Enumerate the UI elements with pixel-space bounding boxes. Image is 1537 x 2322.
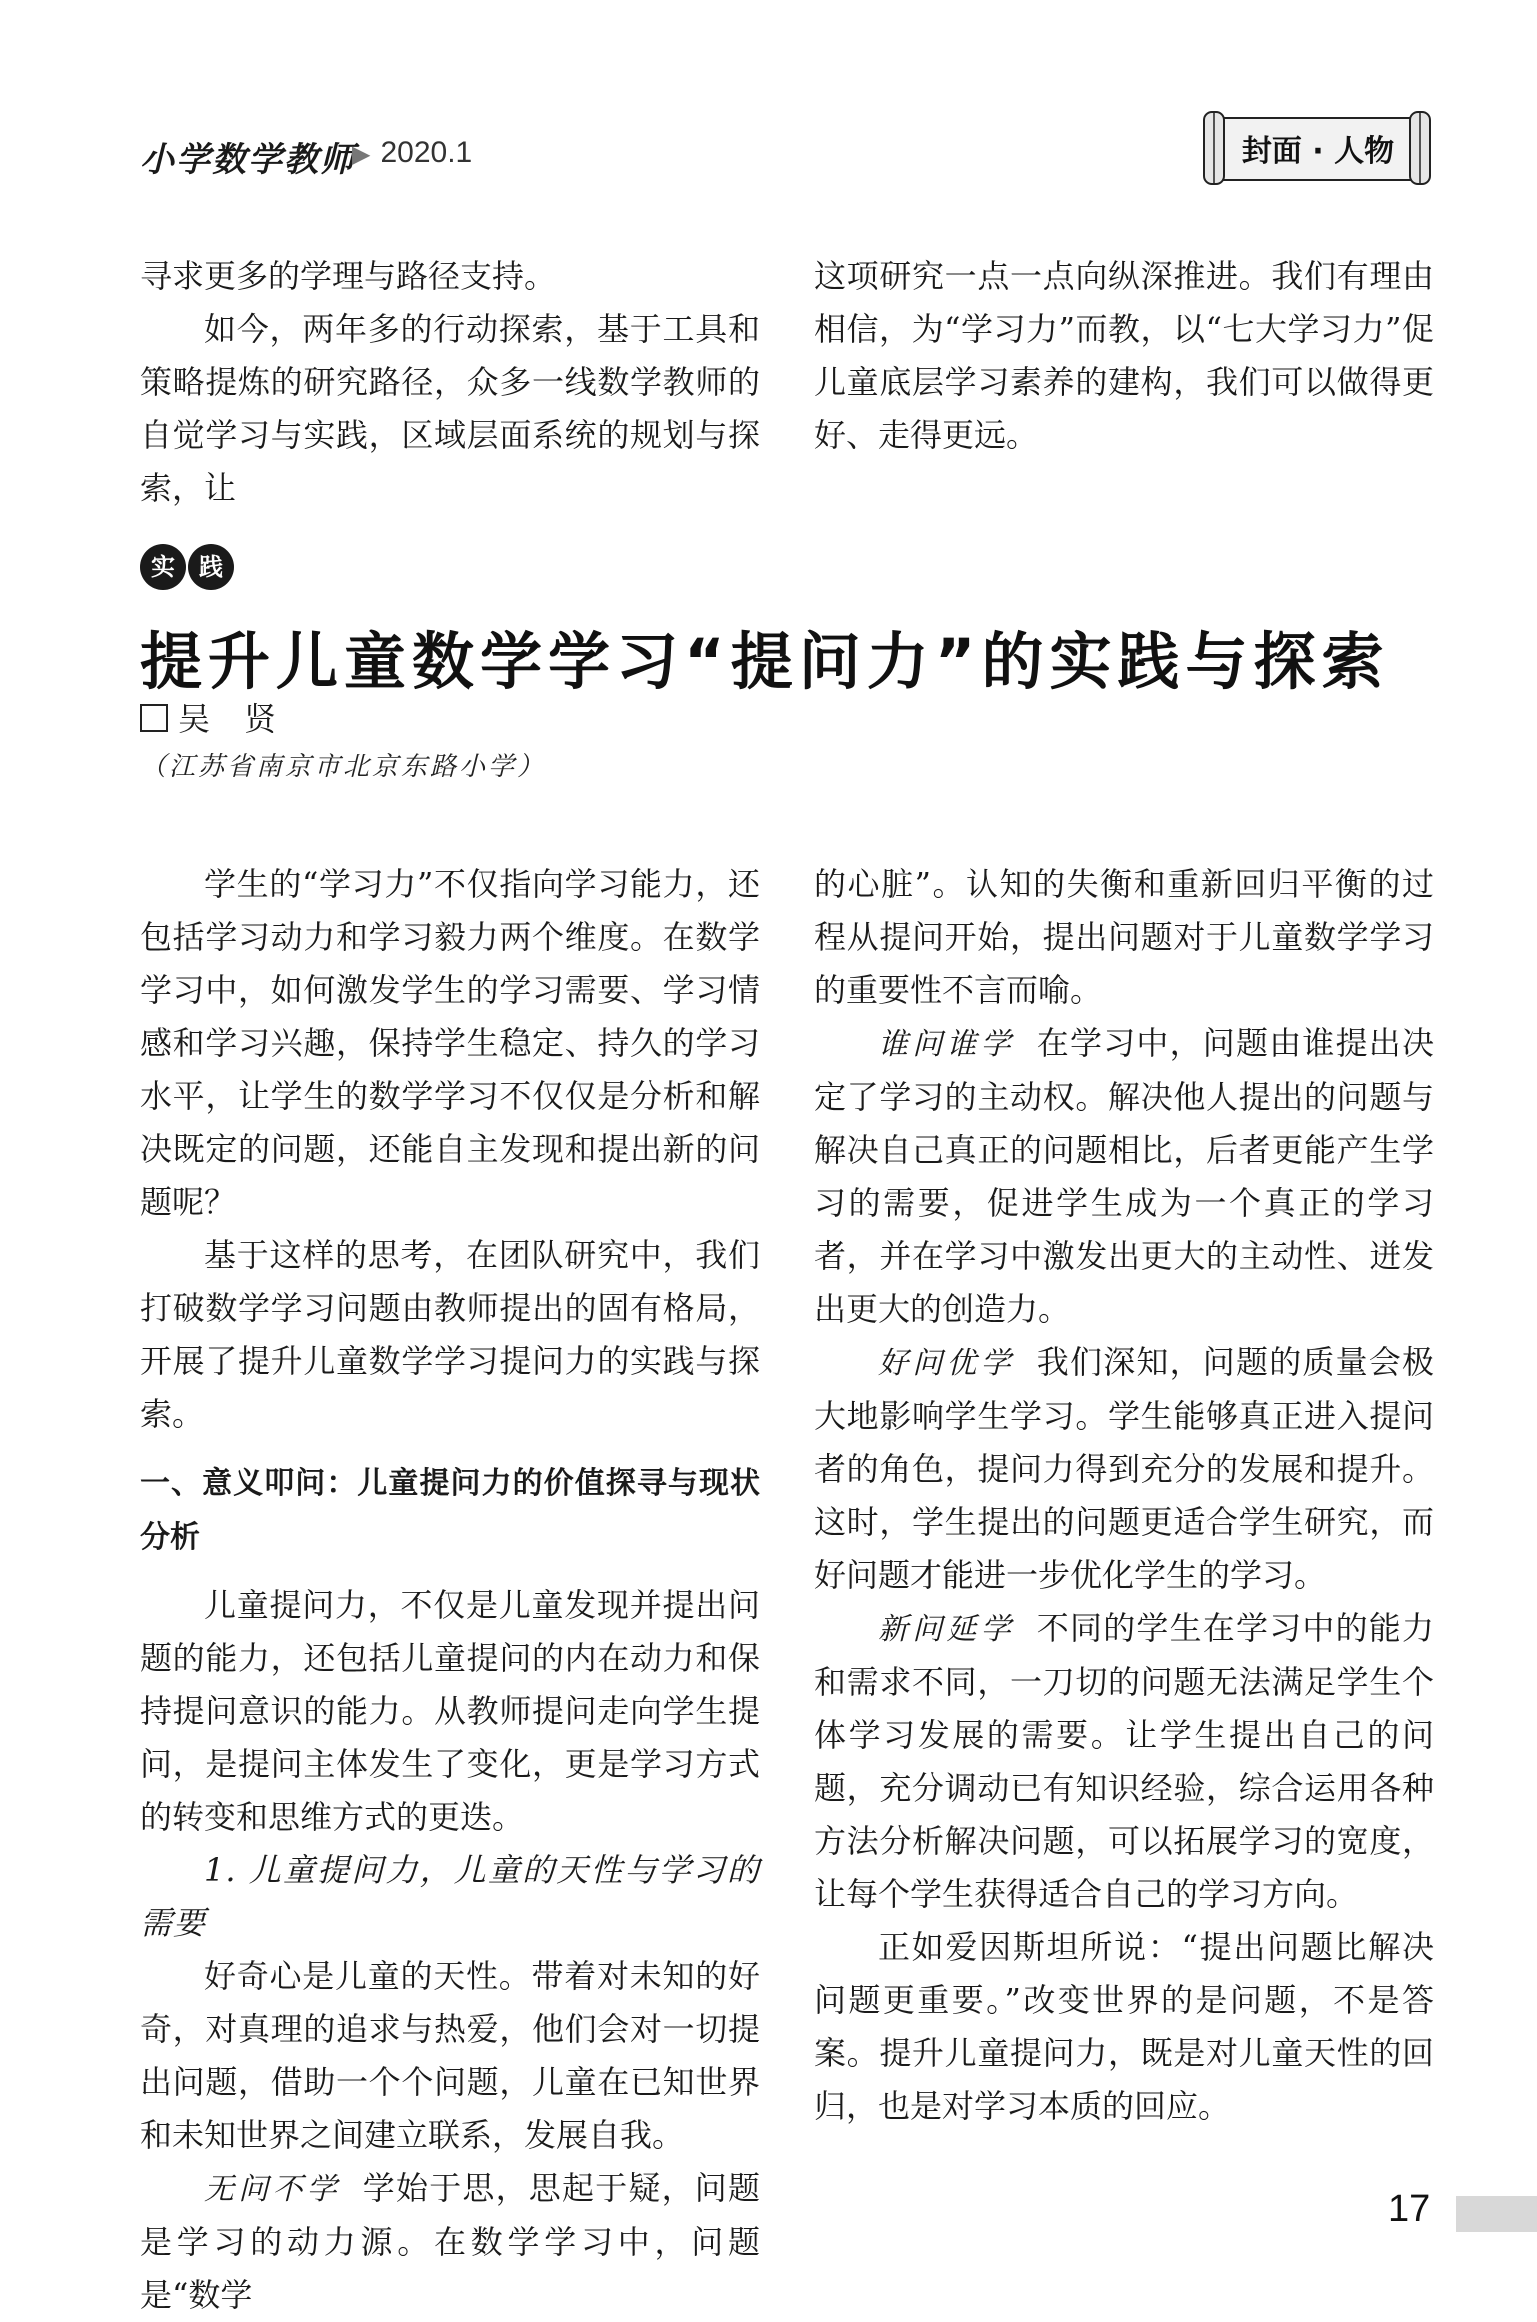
journal-logo: 小学数学教师	[140, 140, 356, 180]
article-title: 提升儿童数学学习“提问力”的实践与探索	[140, 625, 1390, 698]
issue-number: 2020.1	[380, 136, 473, 169]
body-right-column	[814, 858, 1434, 2133]
category-tag	[140, 544, 236, 590]
paragraph: 这项研究一点一点向纵深推进。我们有理由相信，为“学习力”而教，以“七大学习力”促儿童底层学习素养的建构，我们可以做得更好、走得更远。	[814, 257, 1434, 454]
page-tab	[1456, 2196, 1537, 2232]
paragraph	[814, 1017, 1434, 1336]
keyword: 无问不学	[204, 2172, 341, 2207]
paragraph: 好奇心是儿童的天性。带着对未知的好奇，对真理的追求与热爱，他们会对一切提出问题，借助一个个问题，儿童在已知世界和未知世界之间建立联系，发展自我。	[140, 1957, 760, 2154]
body-left-column	[140, 858, 760, 2322]
tag-char: 实	[140, 544, 186, 590]
paragraph-text: 学始于思，思起于疑，问题是学习的动力源。在数学学习中，问题是“数学	[140, 2169, 760, 2314]
author-name: 吴 贤	[178, 700, 289, 738]
paragraph	[814, 1336, 1434, 1602]
paragraph: 的心脏”。认知的失衡和重新回归平衡的过程从提问开始，提出问题对于儿童数学学习的重要性不言而喻。	[814, 865, 1434, 1009]
paragraph-text: 在学习中，问题由谁提出决定了学习的主动权。解决他人提出的问题与解决自己真正的问题相比，后者更能产生学习的需要，促进学生成为一个真正的学习者，并在学习中激发出更大的主动性、迸发出更大的创造力。	[814, 1024, 1434, 1328]
paragraph-text: 不同的学生在学习中的能力和需求不同，一刀切的问题无法满足学生个体学习发展的需要。让学生提出自己的问题，充分调动已有知识经验，综合运用各种方法分析解决问题，可以拓展学习的宽度，让每个学生获得适合自己的学习方向。	[814, 1609, 1434, 1913]
keyword: 好问优学	[878, 1346, 1015, 1381]
paragraph: 正如爱因斯坦所说：“提出问题比解决问题更重要。”改变世界的是问题，不是答案。提升儿童提问力，既是对儿童天性的回归，也是对学习本质的回应。	[814, 1928, 1434, 2125]
affiliation: （江苏省南京市北京东路小学）	[140, 752, 547, 782]
paragraph: 基于这样的思考，在团队研究中，我们打破数学学习问题由教师提出的固有格局，开展了提升儿童数学学习提问力的实践与探索。	[140, 1236, 760, 1433]
paragraph: 寻求更多的学理与路径支持。	[140, 257, 557, 295]
box-icon	[140, 704, 168, 732]
paragraph	[814, 1602, 1434, 1921]
top-left-column	[140, 250, 760, 515]
keyword: 谁问谁学	[878, 1027, 1015, 1062]
section-banner	[1198, 108, 1436, 188]
issue-label	[352, 136, 472, 170]
section-heading: 一、意义叩问：儿童提问力的价值探寻与现状分析	[140, 1466, 760, 1555]
section-label: 封面 · 人物	[1241, 134, 1395, 169]
author	[140, 694, 288, 740]
tag-char: 践	[188, 544, 234, 590]
paragraph	[140, 2162, 760, 2322]
page-number: 17	[1388, 2188, 1431, 2230]
paragraph: 学生的“学习力”不仅指向学习能力，还包括学习动力和学习毅力两个维度。在数学学习中，如何激发学生的学习需要、学习情感和学习兴趣，保持学生稳定、持久的学习水平，让学生的数学学习不仅仅是分析和解决既定的问题，还能自主发现和提出新的问题呢？	[140, 865, 760, 1221]
paragraph: 如今，两年多的行动探索，基于工具和策略提炼的研究路径，众多一线数学教师的自觉学习与实践，区域层面系统的规划与探索，让	[140, 310, 760, 507]
triangle-icon: ▶	[352, 141, 371, 168]
keyword: 新问延学	[878, 1612, 1015, 1647]
paragraph-text: 我们深知，问题的质量会极大地影响学生学习。学生能够真正进入提问者的角色，提问力得到充分的发展和提升。这时，学生提出的问题更适合学生研究，而好问题才能进一步优化学生的学习。	[814, 1343, 1434, 1594]
top-right-column	[814, 250, 1434, 462]
paragraph: 儿童提问力，不仅是儿童发现并提出问题的能力，还包括儿童提问的内在动力和保持提问意识的能力。从教师提问走向学生提问，是提问主体发生了变化，更是学习方式的转变和思维方式的更迭。	[140, 1586, 760, 1836]
subsection-heading: 1. 儿童提问力，儿童的天性与学习的需要	[140, 1851, 760, 1942]
